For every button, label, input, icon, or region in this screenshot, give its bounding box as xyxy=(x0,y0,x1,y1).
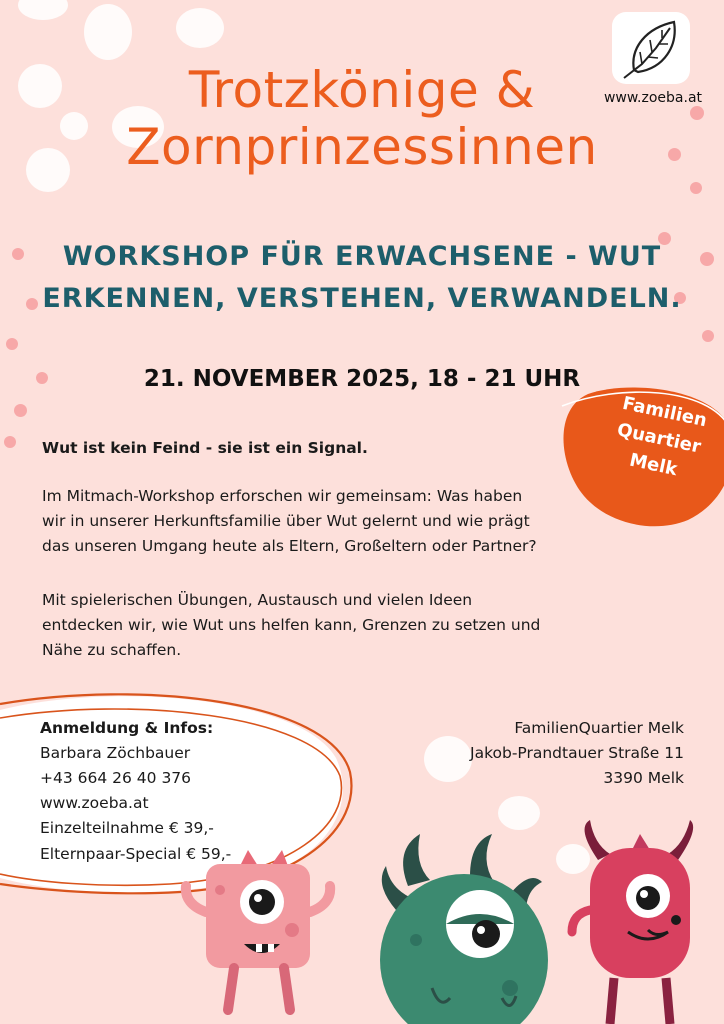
text-line: Mit spielerischen Übungen, Austausch und vielen Ideen xyxy=(42,591,473,609)
price-single: Einzelteilnahme € 39,- xyxy=(40,819,214,838)
decor-blob xyxy=(18,0,68,20)
logo-url: www.zoeba.at xyxy=(603,90,703,106)
registration-heading: Anmeldung & Infos: xyxy=(40,719,214,737)
text-line: Nähe zu schaffen. xyxy=(42,641,182,660)
text-line: entdecken wir, wie Wut uns helfen kann, Grenzen zu setzen und xyxy=(42,616,541,635)
venue-address xyxy=(470,716,684,791)
decor-blob xyxy=(176,8,224,48)
magenta-monster xyxy=(572,820,693,1024)
venue-street: Jakob-Prandtauer Straße 11 xyxy=(470,744,684,763)
venue-city: 3390 Melk xyxy=(603,769,684,788)
decor-dot xyxy=(4,436,16,448)
description-paragraph xyxy=(42,484,602,559)
subtitle-line: WORKSHOP FÜR ERWACHSENE - WUT xyxy=(62,241,662,272)
decor-dot xyxy=(6,338,18,350)
text-line: Im Mitmach-Workshop erforschen wir gemeinsam: Was haben xyxy=(42,487,523,505)
contact-phone[interactable]: +43 664 26 40 376 xyxy=(40,769,192,788)
title-line: Zornprinzessinnen xyxy=(126,118,598,176)
venue-name: FamilienQuartier Melk xyxy=(514,719,684,737)
decor-dot xyxy=(702,330,714,342)
subtitle-line: ERKENNEN, VERSTEHEN, VERWANDELN. xyxy=(42,282,682,314)
decor-dot xyxy=(690,182,702,194)
badge-line: Familien xyxy=(620,392,709,432)
pink-monster xyxy=(186,850,330,1010)
contact-name: Barbara Zöchbauer xyxy=(40,744,191,763)
title-line: Trotzkönige & xyxy=(188,61,536,119)
text-line: wir in unserer Herkunftsfamilie über Wut gelernt und wie prägt xyxy=(42,512,530,531)
decor-dot xyxy=(14,404,27,417)
contact-website[interactable]: www.zoeba.at xyxy=(40,794,149,813)
monsters-illustration xyxy=(180,820,724,1024)
green-monster xyxy=(380,834,548,1024)
description-paragraph xyxy=(42,588,602,663)
page-title xyxy=(0,62,724,176)
badge-line: Quartier xyxy=(615,419,703,458)
event-date: 21. NOVEMBER 2025, 18 - 21 UHR xyxy=(143,366,581,392)
decor-blob xyxy=(424,736,472,782)
decor-blob xyxy=(84,4,132,60)
description-lead: Wut ist kein Feind - sie ist ein Signal. xyxy=(42,439,368,457)
badge-line: Melk xyxy=(627,449,680,481)
price-couple: Elternpaar-Special € 59,- xyxy=(40,844,232,863)
text-line: das unseren Umgang heute als Eltern, Großeltern oder Partner? xyxy=(42,537,537,556)
page-subtitle xyxy=(0,236,724,320)
